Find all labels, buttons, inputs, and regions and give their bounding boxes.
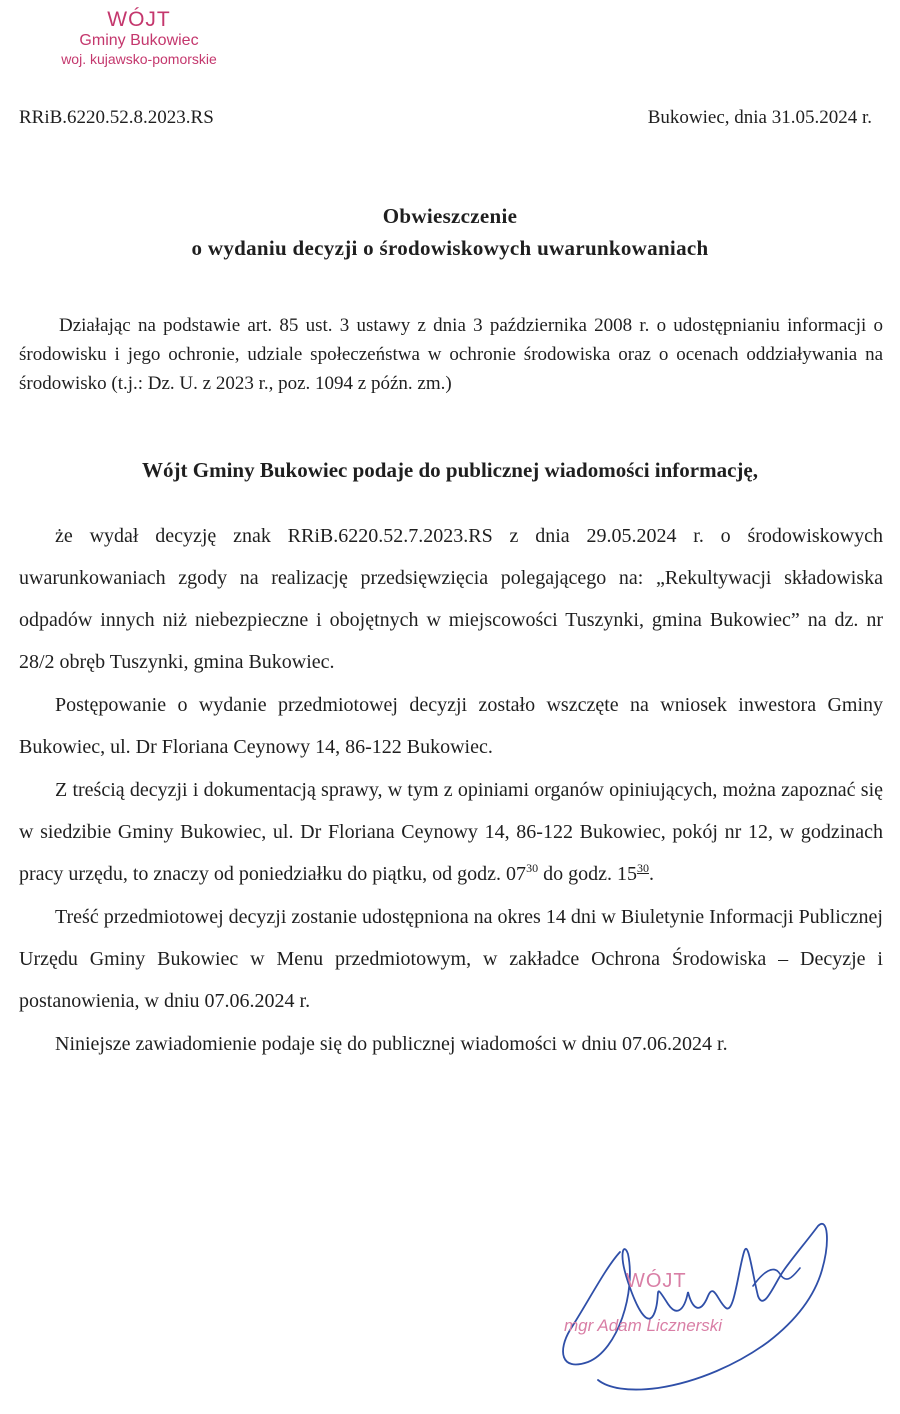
access-paragraph <box>19 769 883 895</box>
access-text-mid: do godz. 15 <box>538 863 637 885</box>
announcement-heading: Wójt Gminy Bukowiec podaje do publicznej wiadomości informację, <box>142 458 758 482</box>
closing-minutes: 30 <box>636 861 649 875</box>
title-line-1: Obwieszczenie <box>382 204 518 228</box>
stamp-voivodeship: woj. kujawsko-pomorskie <box>61 50 217 67</box>
proceedings-paragraph: Postępowanie o wydanie przedmiotowej decyzji zostało wszczęte na wniosek inwestora Gminy Bukowiec, ul. Dr Floriana Ceynowy 14, 86-122 Bukowiec. <box>19 694 883 758</box>
stamp-title: WÓJT <box>107 8 171 31</box>
place-and-date: Bukowiec, dnia 31.05.2024 r. <box>647 107 872 128</box>
reference-number: RRiB.6220.52.8.2023.RS <box>19 107 214 128</box>
decision-paragraph: że wydał decyzję znak RRiB.6220.52.7.2023.RS z dnia 29.05.2024 r. o środowiskowych uwarunkowaniach zgody na realizację przedsięwzięcia polegającego na: „Rekultywacji składowiska odpadów innych niż niebezpieczne i obojętnych w miejscowości Tuszynki, gmina Bukowiec” na dz. nr 28/2 obręb Tuszynki, gmina Bukowiec. <box>19 525 883 673</box>
handwritten-signature <box>548 1212 848 1402</box>
document-title <box>0 200 900 264</box>
publication-paragraph: Treść przedmiotowej decyzji zostanie udostępniona na okres 14 dni w Biuletynie Informacji Publicznej Urzędu Gminy Bukowiec w Menu przedmiotowym, w zakładce Ochrona Środowiska – Decyzje i postanowienia, w dniu 07.06.2024 r. <box>19 906 883 1012</box>
notice-body <box>19 515 883 1066</box>
office-stamp <box>34 8 244 67</box>
stamp-municipality: Gminy Bukowiec <box>79 32 199 50</box>
title-line-2: o wydaniu decyzji o środowiskowych uwarunkowaniach <box>191 236 709 260</box>
signature-block <box>548 1212 848 1402</box>
opening-minutes: 30 <box>526 861 539 875</box>
legal-basis-paragraph: Działając na podstawie art. 85 ust. 3 ustawy z dnia 3 października 2008 r. o udostępnianiu informacji o środowisku i jego ochronie, udziale społeczeństwa w ochronie środowiska oraz o ocenach oddziaływania na środowisko (t.j.: Dz. U. z 2023 r., poz. 1094 z późn. zm.) <box>19 315 883 394</box>
access-text-end: . <box>648 863 654 885</box>
signature-stamp-title: WÓJT <box>626 1270 687 1292</box>
signature-stamp-name: mgr Adam Licznerski <box>564 1316 723 1335</box>
access-text: Z treścią decyzji i dokumentacją sprawy, w tym z opiniami organów opiniujących, można zapoznać się w siedzibie Gminy Bukowiec, ul. Dr Floriana Ceynowy 14, 86-122 Bukowiec, pokój nr 12, w godzinach pracy urzędu, to znaczy od poniedziałku do piątku, od godz. 07 <box>19 779 883 885</box>
notification-paragraph: Niniejsze zawiadomienie podaje się do publicznej wiadomości w dniu 07.06.2024 r. <box>55 1033 728 1055</box>
